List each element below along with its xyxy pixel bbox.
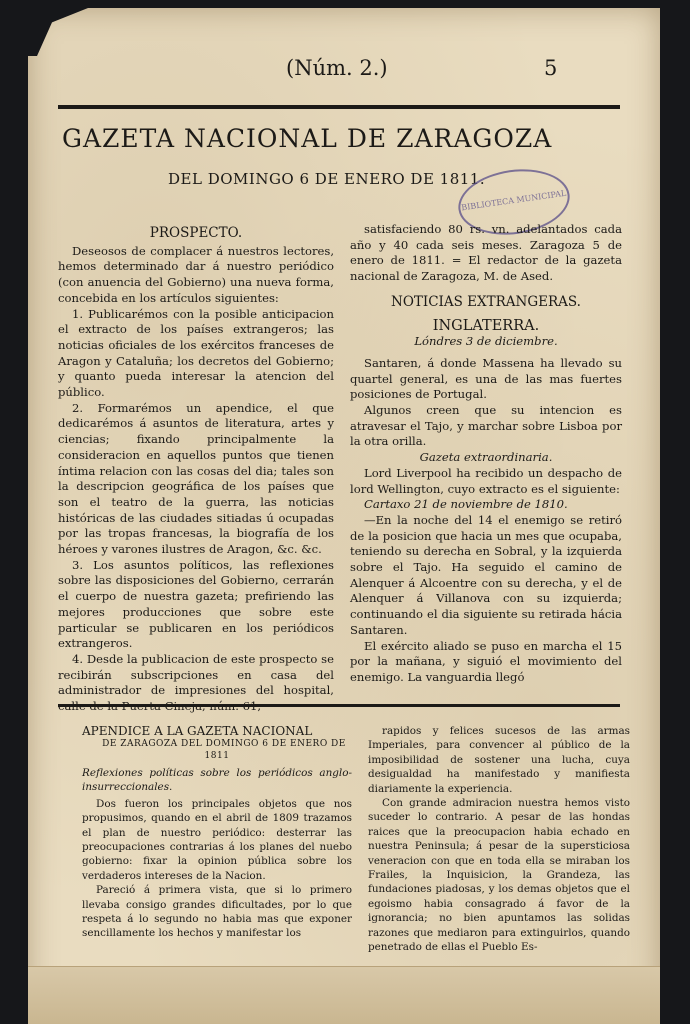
section-heading: NOTICIAS EXTRANGERAS. — [391, 293, 581, 310]
london-dateline: Lóndres 3 de diciembre. — [414, 334, 558, 349]
paragraph: —En la noche del 14 el enemigo se retiró de la posicion que hacia un mes que ocupaba, teniendo su derecha en Sobral, y la izquierda sobre el Tajo. Ha seguido el camino de Alenquer á Alcoentre con su derecha, y el de Alenquer á Villanova con su izquierda; continuando el dia siguiente su retirada hácia Santaren. — [350, 512, 622, 637]
page-number: 5 — [544, 56, 558, 80]
paragraph: 2. Formarémos un apendice, el que dedicarémos á asuntos de literatura, artes y ciencias; fixando principalmente la consideracion en aquellos puntos que tienen íntima relacion con las cosas del dia; tales son la descripcion geográfica de los países que son el teatro de la guerra, las noticias históricas de las ciudades sitiadas ú ocupadas por las tropas francesas, la biografía de los héroes y varones ilustres de Aragon, &c. &c. — [58, 400, 334, 557]
newspaper-page — [28, 8, 660, 1024]
appendix-rule — [58, 704, 620, 707]
paragraph: 3. Los asuntos políticos, las reflexiones sobre las disposiciones del Gobierno, cerrarán el cuerpo de nuestra gazeta; prefiriendo las mejores producciones que sobre este particular se publicaren en los periódicos extrangeros. — [58, 557, 334, 651]
paragraph: Deseosos de complacer á nuestros lectores, hemos determinado dar á nuestro periódico (con anuencia del Gobierno) una nueva forma, concebida en los artículos siguientes: — [58, 243, 334, 305]
right-column — [350, 222, 622, 686]
prospecto-heading: PROSPECTO. — [149, 225, 243, 241]
appendix-subheading: DE ZARAGOZA DEL DOMINGO 6 DE ENERO DE 1811 — [102, 739, 346, 761]
appendix-heading: APENDICE A LA GAZETA NACIONAL — [82, 724, 313, 738]
paragraph: El exército aliado se puso en marcha el 15 por la mañana, y siguió el movimiento del enemigo. La vanguardia llegó — [350, 638, 622, 684]
issue-number: (Núm. 2.) — [286, 56, 388, 80]
gazeta-extra-heading: Gazeta extraordinaria. — [419, 450, 553, 465]
reflection-title: Reflexiones políticas sobre los periódicos anglo-insurreccionales. — [82, 767, 352, 794]
paragraph: 1. Publicarémos con la posible anticipacion el extracto de los países extrangeros; las noticias oficiales de los exércitos franceses de Aragon y Cataluña; los decretos del Gobierno; y quanto pueda interesar la atencion del público. — [58, 306, 334, 400]
country-heading: INGLATERRA. — [432, 317, 540, 334]
newspaper-title: GAZETA NACIONAL DE ZARAGOZA — [62, 124, 553, 153]
appendix-right-column — [368, 724, 630, 955]
paragraph: Santaren, á donde Massena ha llevado su quartel general, es una de las mas fuertes posiciones de Portugal. — [350, 355, 622, 402]
paragraph: Algunos creen que su intencion es atravesar el Tajo, y marchar sobre Lisboa por la otra orilla. — [350, 403, 622, 449]
issue-date: DEL DOMINGO 6 DE ENERO DE 1811. — [168, 170, 486, 188]
continuation-paragraph: satisfaciendo 80 rs. vn. adelantados cada año y 40 cada seis meses. Zaragoza 5 de enero de 1811. = El redactor de la gazeta nacional de Zaragoza, M. de Ased. — [350, 222, 622, 284]
paragraph: Con grande admiracion nuestra hemos visto suceder lo contrario. A pesar de las hondas raices que la preocupacion habia echado en nuestra Peninsula; á pesar de la supersticiosa veneracion con que en toda ella se miraban los Frailes, la Inquisicion, la Grandeza, las fundaciones piadosas, y los demas objetos que el egoismo habia consagrado á favor de la ignorancia; no bien apuntamos las solidas razones que mediaron para extinguirlos, quando penetrado de ellas el Pueblo Es- — [368, 797, 630, 954]
masthead-rule — [58, 105, 620, 109]
library-stamp: BIBLIOTECA MUNICIPAL — [454, 163, 574, 242]
paragraph: Pareció á primera vista, que si lo primero llevaba consigo grandes dificultades, por lo que respeta á lo segundo no habia mas que exponer sencillamente los hechos y manifestar los — [82, 884, 352, 940]
report-dateline: Cartaxo 21 de noviembre de 1810. — [364, 497, 568, 512]
paragraph: 4. Desde la publicacion de este prospecto se recibirán subscripciones en casa del administrador de impresiones del hospital, — [58, 651, 334, 698]
paper-fold — [28, 966, 660, 1024]
left-column — [58, 222, 334, 715]
appendix-left-column — [82, 724, 352, 941]
paragraph: Lord Liverpool ha recibido un despacho de lord Wellington, cuyo extracto es el siguiente: — [350, 465, 622, 496]
paragraph: Dos fueron los principales objetos que nos propusimos, quando en el abril de 1809 trazamos el plan de nuestro periódico: desterrar las preocupaciones contrarias á los planes del nuebo gobierno: fixar la opinion pública sobre los verdaderos intereses de la Nacion. — [82, 797, 352, 882]
paragraph: rapidos y felices sucesos de las armas Imperiales, para convencer al público de la imposibilidad de sostener una lucha, cuya desigualdad ha manifestado y manifiesta diariamente la experiencia. — [368, 725, 630, 795]
